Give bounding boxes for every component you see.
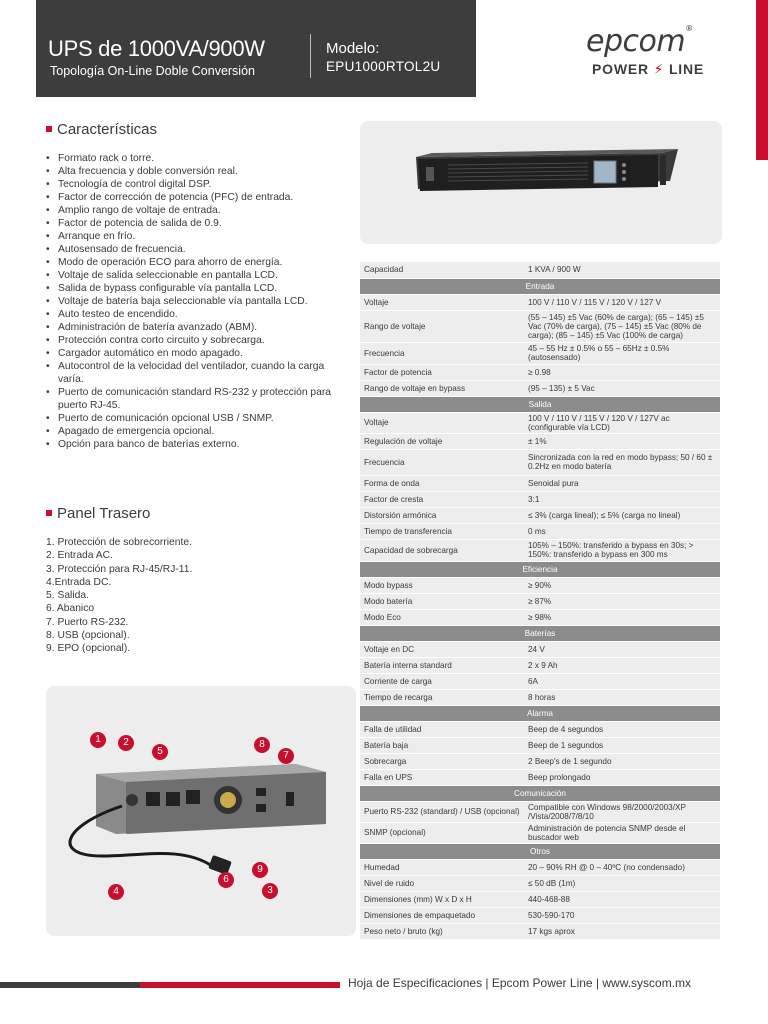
callout-5: 5 <box>152 744 168 760</box>
product-title: UPS de 1000VA/900W <box>48 36 265 61</box>
spec-value: Senoidal pura <box>524 475 720 491</box>
spec-value: 8 horas <box>524 689 720 705</box>
spec-key: Puerto RS-232 (standard) / USB (opcional) <box>360 801 524 822</box>
feature-item: • Autocontrol de la velocidad del ventilador, cuando la carga varía. <box>46 360 346 386</box>
feature-item: • Opción para banco de baterías externo. <box>46 438 346 451</box>
feature-item: • Tecnología de control digital DSP. <box>46 178 346 191</box>
spec-section-header <box>360 561 720 577</box>
spec-value: 0 ms <box>524 523 720 539</box>
spec-value: Administración de potencia SNMP desde el buscador web <box>524 822 720 843</box>
callout-8: 8 <box>254 737 270 753</box>
bullet-square-icon <box>46 510 52 516</box>
bullet-square-icon <box>46 126 52 132</box>
spec-key: Falla de utilidad <box>360 721 524 737</box>
spec-row <box>360 577 720 593</box>
spec-row <box>360 342 720 364</box>
spec-value: Compatible con Windows 98/2000/2003/XP /Vista/2008/7/8/10 <box>524 801 720 822</box>
rear-panel-item: 2. Entrada AC. <box>46 550 113 562</box>
spec-key: Modo Eco <box>360 609 524 625</box>
spec-key: Corriente de carga <box>360 673 524 689</box>
spec-row <box>360 673 720 689</box>
rear-panel-list <box>46 536 346 656</box>
spec-row <box>360 507 720 523</box>
footer-text: Hoja de Especificaciones | Epcom Power Line | www.syscom.mx <box>348 976 692 990</box>
spec-value: 105% – 150%: transferido a bypass en 30s; > 150%: transferido a bypass en 300 ms <box>524 539 720 561</box>
spec-value: 45 – 55 Hz ± 0.5% o 55 – 65Hz ± 0.5% (autosensado) <box>524 342 720 364</box>
spec-row <box>360 769 720 785</box>
spec-key: Sobrecarga <box>360 753 524 769</box>
feature-item: • Puerto de comunicación opcional USB / SNMP. <box>46 412 346 425</box>
spec-value: Beep de 1 segundos <box>524 737 720 753</box>
spec-row <box>360 412 720 433</box>
spec-row <box>360 491 720 507</box>
spec-key: Batería interna standard <box>360 657 524 673</box>
spec-key: Modo bypass <box>360 577 524 593</box>
spec-key: Peso neto / bruto (kg) <box>360 923 524 939</box>
spec-value: 1 KVA / 900 W <box>524 262 720 278</box>
callout-3: 3 <box>262 883 278 899</box>
rear-panel-item: 3. Protección para RJ-45/RJ-11. <box>46 563 193 575</box>
spec-row <box>360 689 720 705</box>
spec-value: 24 V <box>524 641 720 657</box>
spec-row <box>360 859 720 875</box>
spec-section-header <box>360 625 720 641</box>
spec-table <box>360 262 720 940</box>
spec-row <box>360 294 720 310</box>
spec-row <box>360 310 720 342</box>
spec-row <box>360 875 720 891</box>
spec-key: Forma de onda <box>360 475 524 491</box>
spec-key: Batería baja <box>360 737 524 753</box>
spec-key: Regulación de voltaje <box>360 433 524 449</box>
spec-value: 100 V / 110 V / 115 V / 120 V / 127V ac (configurable vía LCD) <box>524 412 720 433</box>
spec-section-header <box>360 396 720 412</box>
feature-item: • Puerto de comunicación standard RS-232 y protección para puerto RJ-45. <box>46 386 346 412</box>
spec-row <box>360 657 720 673</box>
rear-panel-item: 4.Entrada DC. <box>46 576 112 588</box>
feature-item: • Protección contra corto circuito y sobrecarga. <box>46 334 346 347</box>
spec-section-label: Baterías <box>360 625 720 641</box>
spec-row <box>360 907 720 923</box>
spec-key: Frecuencia <box>360 342 524 364</box>
spec-key: Capacidad de sobrecarga <box>360 539 524 561</box>
spec-value: (95 – 135) ± 5 Vac <box>524 380 720 396</box>
feature-item: • Cargador automático en modo apagado. <box>46 347 346 360</box>
spec-row <box>360 433 720 449</box>
rear-panel-item: 6. Abanico <box>46 603 95 615</box>
spec-row <box>360 801 720 822</box>
callout-9: 9 <box>252 862 268 878</box>
feature-item: • Formato rack o torre. <box>46 152 346 165</box>
spec-value: Beep de 4 segundos <box>524 721 720 737</box>
spec-section-header <box>360 785 720 801</box>
spec-row <box>360 753 720 769</box>
feature-item: • Autosensado de frecuencia. <box>46 243 346 256</box>
spec-key: Voltaje en DC <box>360 641 524 657</box>
spec-key: Frecuencia <box>360 449 524 475</box>
model-label: Modelo: <box>326 40 380 57</box>
spec-key: Distorsión armónica <box>360 507 524 523</box>
spec-section-label: Otros <box>360 843 720 859</box>
spec-section-header <box>360 843 720 859</box>
feature-item: • Modo de operación ECO para ahorro de energía. <box>46 256 346 269</box>
spec-key: Falla en UPS <box>360 769 524 785</box>
logo-power: POWER <box>592 61 649 77</box>
spec-value: 3:1 <box>524 491 720 507</box>
feature-item: • Voltaje de batería baja seleccionable vía pantalla LCD. <box>46 295 346 308</box>
feature-item: • Arranque en frío. <box>46 230 346 243</box>
spec-key: Tiempo de recarga <box>360 689 524 705</box>
callout-4: 4 <box>108 884 124 900</box>
rear-panel-item: 7. Puerto RS-232. <box>46 616 129 628</box>
feature-item: • Amplio rango de voltaje de entrada. <box>46 204 346 217</box>
ups-front-illustration <box>408 145 680 201</box>
spec-row <box>360 539 720 561</box>
feature-item: • Administración de batería avanzado (ABM). <box>46 321 346 334</box>
spec-row <box>360 475 720 491</box>
spec-key: Tiempo de transferencia <box>360 523 524 539</box>
spec-value: ≤ 50 dB (1m) <box>524 875 720 891</box>
spec-section-header <box>360 705 720 721</box>
ups-rear-image <box>46 686 356 936</box>
spec-value: 20 – 90% RH @ 0 – 40ºC (no condensado) <box>524 859 720 875</box>
logo-line: LINE <box>668 61 705 77</box>
spec-key: Rango de voltaje <box>360 310 524 342</box>
spec-value: 2 x 9 Ah <box>524 657 720 673</box>
footer-bar-red <box>140 982 340 988</box>
spec-value: ≥ 87% <box>524 593 720 609</box>
spec-value: (55 – 145) ±5 Vac (60% de carga); (65 – 145) ±5 Vac (70% de carga), (75 – 145) ±5 Vac (80% de carga); (85 – 145) ±5 Vac (100% de carga) <box>524 310 720 342</box>
feature-item: • Apagado de emergencia opcional. <box>46 425 346 438</box>
spec-value: ≥ 0.98 <box>524 364 720 380</box>
spec-row <box>360 737 720 753</box>
rear-panel-item: 5. Salida. <box>46 590 89 602</box>
accent-strip <box>756 0 768 160</box>
spec-value: ≥ 90% <box>524 577 720 593</box>
rear-panel-item: 9. EPO (opcional). <box>46 643 131 655</box>
spec-value: Sincronizada con la red en modo bypass; 50 / 60 ± 0.2Hz en modo batería <box>524 449 720 475</box>
logo-brand: epcom <box>586 24 686 59</box>
feature-item: • Voltaje de salida seleccionable en pantalla LCD. <box>46 269 346 282</box>
spec-row <box>360 380 720 396</box>
spec-key: Dimensiones (mm) W x D x H <box>360 891 524 907</box>
spec-row <box>360 364 720 380</box>
header-divider <box>310 34 311 78</box>
callout-6: 6 <box>218 872 234 888</box>
rear-panel-item: 8. USB (opcional). <box>46 630 130 642</box>
spec-key: Humedad <box>360 859 524 875</box>
spec-key: Nivel de ruido <box>360 875 524 891</box>
callout-1: 1 <box>90 732 106 748</box>
spec-value: Beep prolongado <box>524 769 720 785</box>
callout-2: 2 <box>118 735 134 751</box>
spec-key: Dimensiones de empaquetado <box>360 907 524 923</box>
spec-key: Capacidad <box>360 262 524 278</box>
spec-row <box>360 262 720 278</box>
spec-section-label: Eficiencia <box>360 561 720 577</box>
feature-item: • Auto testeo de encendido. <box>46 308 346 321</box>
spec-value: ≥ 98% <box>524 609 720 625</box>
spec-key: Rango de voltaje en bypass <box>360 380 524 396</box>
ups-front-image <box>360 121 722 244</box>
epcom-logo: epcom® POWER ⚡ LINE <box>586 24 705 77</box>
spec-value: 530-590-170 <box>524 907 720 923</box>
rear-panel-item: 1. Protección de sobrecorriente. <box>46 537 192 548</box>
spec-value: ≤ 3% (carga lineal); ≤ 5% (carga no lineal) <box>524 507 720 523</box>
features-list <box>46 152 346 451</box>
spec-row <box>360 721 720 737</box>
spec-value: 2 Beep's de 1 segundo <box>524 753 720 769</box>
spec-row <box>360 822 720 843</box>
spec-value: 440-468-88 <box>524 891 720 907</box>
spec-row <box>360 609 720 625</box>
header-bar <box>36 0 476 97</box>
spec-key: Factor de potencia <box>360 364 524 380</box>
spec-key: SNMP (opcional) <box>360 822 524 843</box>
rear-panel-heading: Panel Trasero <box>46 505 150 522</box>
spec-key: Voltaje <box>360 412 524 433</box>
spec-value: 6A <box>524 673 720 689</box>
spec-section-label: Alarma <box>360 705 720 721</box>
spec-key: Factor de cresta <box>360 491 524 507</box>
spec-row <box>360 449 720 475</box>
spec-key: Modo batería <box>360 593 524 609</box>
spec-section-header <box>360 278 720 294</box>
spec-row <box>360 523 720 539</box>
spec-value: 17 kgs aprox <box>524 923 720 939</box>
bolt-icon: ⚡ <box>653 61 665 77</box>
spec-value: ± 1% <box>524 433 720 449</box>
spec-value: 100 V / 110 V / 115 V / 120 V / 127 V <box>524 294 720 310</box>
product-subtitle: Topología On-Line Doble Conversión <box>50 64 255 78</box>
footer-bar-dark <box>0 982 140 988</box>
spec-row <box>360 641 720 657</box>
feature-item: • Factor de corrección de potencia (PFC) de entrada. <box>46 191 346 204</box>
model-value: EPU1000RTOL2U <box>326 59 441 74</box>
spec-row <box>360 593 720 609</box>
feature-item: • Alta frecuencia y doble conversión real. <box>46 165 346 178</box>
features-heading: Características <box>46 121 157 138</box>
spec-section-label: Entrada <box>360 278 720 294</box>
spec-section-label: Comunicación <box>360 785 720 801</box>
spec-section-label: Salida <box>360 396 720 412</box>
spec-row <box>360 891 720 907</box>
feature-item: • Salida de bypass configurable vía pantalla LCD. <box>46 282 346 295</box>
callout-7: 7 <box>278 748 294 764</box>
feature-item: • Factor de potencia de salida de 0.9. <box>46 217 346 230</box>
spec-key: Voltaje <box>360 294 524 310</box>
spec-row <box>360 923 720 939</box>
